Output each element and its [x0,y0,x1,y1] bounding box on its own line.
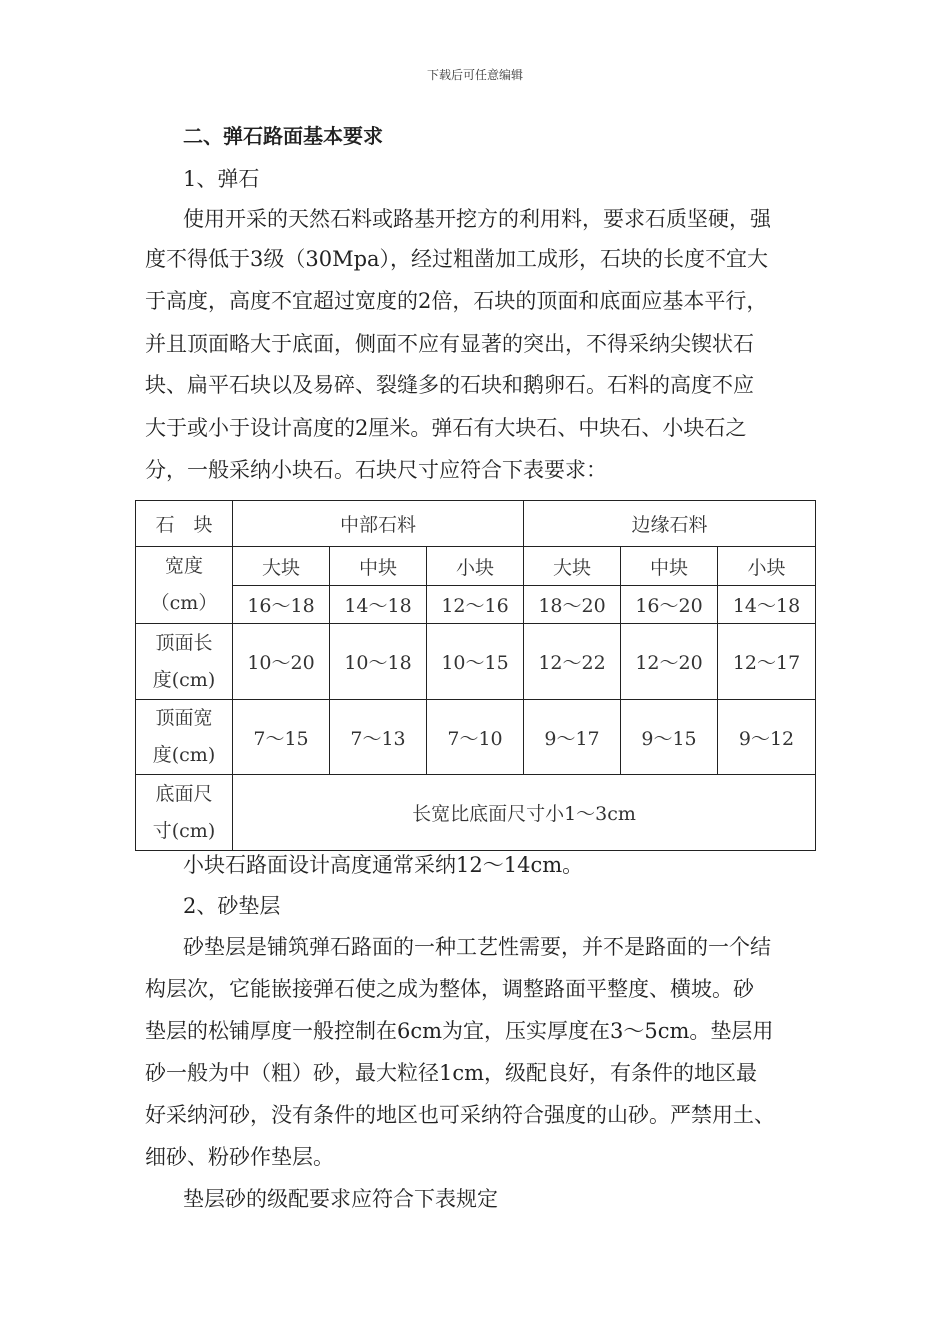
group-header-middle: 中部石料 [233,501,524,547]
row-label-top-width [136,700,233,775]
size-label-cell: 中块 [330,547,427,586]
stone-size-table [135,500,816,851]
row-label-line: 宽度 [164,555,203,577]
row-label-line: 度(cm) [152,744,216,766]
top-width-value-cell: 7～13 [330,700,427,775]
width-value-cell: 14～18 [718,586,816,624]
paragraph-line: 砂一般为中（粗）砂，最大粒径1cm，级配良好，有条件的地区最 [145,1061,758,1085]
size-label-cell: 中块 [621,547,718,586]
width-value-cell: 12～16 [427,586,524,624]
table-corner-cell: 石 块 [136,501,233,547]
row-label-line: 底面尺 [155,782,213,805]
row-label-line: 顶面长 [155,631,213,654]
size-label-cell: 大块 [524,547,621,586]
subsection-title-2: 2、砂垫层 [183,894,281,918]
size-label-cell: 大块 [233,547,330,586]
top-width-value-cell: 9～12 [718,700,816,775]
top-length-value-cell: 12～20 [621,624,718,700]
size-label-cell: 小块 [718,547,816,586]
group-header-edge: 边缘石料 [524,501,816,547]
row-label-bottom [136,775,233,851]
size-label-cell: 小块 [427,547,524,586]
row-label-line: （cm） [150,592,218,614]
row-label-line: 顶面宽 [155,707,213,729]
paragraph-line: 使用开采的天然石料或路基开挖方的利用料，要求石质坚硬，强 [183,207,771,231]
top-length-value-cell: 12～17 [718,624,816,700]
section-title: 二、弹石路面基本要求 [183,124,383,148]
closing-line: 垫层砂的级配要求应符合下表规定 [183,1187,498,1211]
paragraph-line: 构层次，它能嵌接弹石使之成为整体，调整路面平整度、横坡。砂 [145,977,754,1001]
top-length-value-cell: 10～20 [233,624,330,700]
top-width-value-cell: 7～15 [233,700,330,775]
paragraph-line: 度不得低于3级（30Mpa），经过粗凿加工成形，石块的长度不宜大 [145,247,769,271]
paragraph-line: 砂垫层是铺筑弹石路面的一种工艺性需要，并不是路面的一个结 [183,935,771,959]
paragraph-line: 垫层的松铺厚度一般控制在6cm为宜，压实厚度在3～5cm。垫层用 [145,1019,774,1043]
subsection-title-1: 1、弹石 [183,167,260,191]
paragraph-line: 块、扁平石块以及易碎、裂缝多的石块和鹅卵石。石料的高度不应 [145,373,754,397]
row-label-width [136,547,233,624]
paragraph-line: 大于或小于设计高度的2厘米。弹石有大块石、中块石、小块石之 [145,416,747,440]
top-width-value-cell: 9～17 [524,700,621,775]
paragraph-line: 好采纳河砂，没有条件的地区也可采纳符合强度的山砂。严禁用土、 [145,1103,775,1127]
width-value-cell: 16～20 [621,586,718,624]
page-header: 下载后可任意编辑 [426,68,523,82]
paragraph-line: 于高度，高度不宜超过宽度的2倍，石块的顶面和底面应基本平行， [145,289,768,313]
width-value-cell: 14～18 [330,586,427,624]
paragraph-line: 细砂、粉砂作垫层。 [145,1145,334,1169]
top-length-value-cell: 10～18 [330,624,427,700]
top-length-value-cell: 12～22 [524,624,621,700]
after-table-note: 小块石路面设计高度通常采纳12～14cm。 [183,853,584,877]
top-width-value-cell: 7～10 [427,700,524,775]
row-label-top-length [136,624,233,700]
width-value-cell: 18～20 [524,586,621,624]
row-label-line: 寸(cm) [152,819,216,842]
width-value-cell: 16～18 [233,586,330,624]
row-label-line: 度(cm) [152,668,216,691]
paragraph-line: 并且顶面略大于底面，侧面不应有显著的突出，不得采纳尖锲状石 [145,332,754,356]
bottom-value-cell: 长宽比底面尺寸小1～3cm [233,775,816,851]
paragraph-line: 分，一般采纳小块石。石块尺寸应符合下表要求： [145,458,607,482]
top-width-value-cell: 9～15 [621,700,718,775]
top-length-value-cell: 10～15 [427,624,524,700]
